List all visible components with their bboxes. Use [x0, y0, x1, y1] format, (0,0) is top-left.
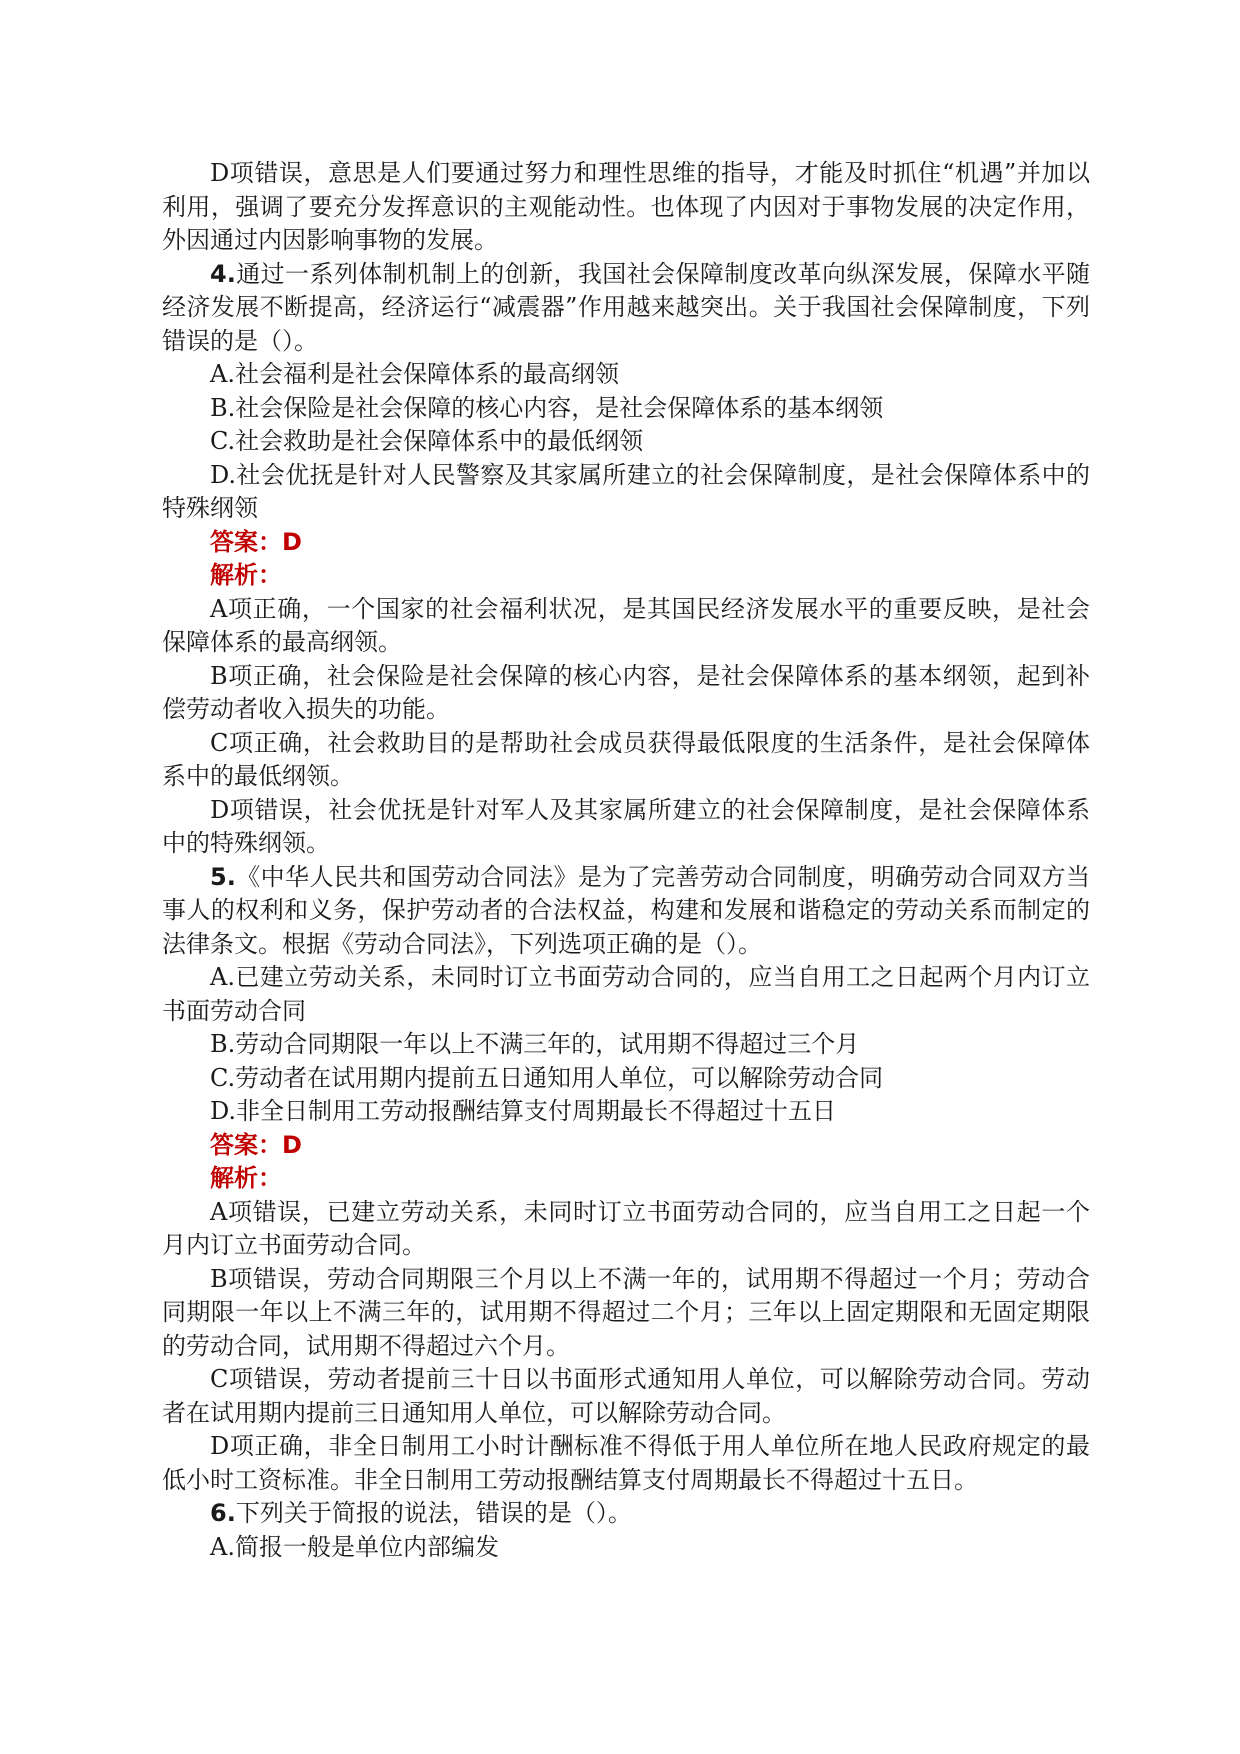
- question-number: 5.: [210, 862, 236, 891]
- analysis-b: B项错误，劳动合同期限三个月以上不满一年的，试用期不得超过一个月；劳动合同期限一年以上不满三年的，试用期不得超过二个月；三年以上固定期限和无固定期限的劳动合同，试用期不得超过六个月。: [162, 1264, 1090, 1360]
- analysis-label: 解析：: [210, 561, 282, 589]
- option-c: C.社会救助是社会保障体系中的最低纲领: [210, 427, 644, 455]
- analysis-d: D项正确，非全日制用工小时计酬标准不得低于用人单位所在地人民政府规定的最低小时工资标准。非全日制用工劳动报酬结算支付周期最长不得超过十五日。: [162, 1432, 1090, 1494]
- option-b: B.劳动合同期限一年以上不满三年的，试用期不得超过三个月: [210, 1030, 860, 1058]
- analysis-label: 解析：: [210, 1164, 282, 1192]
- analysis-d: D项错误，社会优抚是针对军人及其家属所建立的社会保障制度，是社会保障体系中的特殊纲领。: [162, 795, 1090, 857]
- option-a: A.已建立劳动关系，未同时订立书面劳动合同的，应当自用工之日起两个月内订立书面劳动合同: [162, 963, 1090, 1025]
- option-d: D.社会优抚是针对人民警察及其家属所建立的社会保障制度，是社会保障体系中的特殊纲领: [162, 460, 1090, 522]
- question-number: 4.: [210, 259, 236, 288]
- option-c: C.劳动者在试用期内提前五日通知用人单位，可以解除劳动合同: [210, 1063, 884, 1092]
- analysis-b: B项正确，社会保险是社会保障的核心内容，是社会保障体系的基本纲领，起到补偿劳动者收入损失的功能。: [162, 661, 1090, 723]
- question-text: 下列关于简报的说法，错误的是（）。: [235, 1499, 632, 1527]
- question-text: 《中华人民共和国劳动合同法》是为了完善劳动合同制度，明确劳动合同双方当事人的权利和义务，保护劳动者的合法权益，构建和发展和谐稳定的劳动关系而制定的法律条文。根据《劳动合同法》，下列选项正确的是（）。: [162, 862, 1090, 958]
- option-b: B.社会保险是社会保障的核心内容，是社会保障体系的基本纲领: [210, 393, 884, 422]
- answer-label: 答案：D: [210, 527, 302, 556]
- option-a: A.简报一般是单位内部编发: [210, 1532, 499, 1561]
- question-6: [162, 1497, 1090, 1531]
- analysis-a: A项正确，一个国家的社会福利状况，是其国民经济发展水平的重要反映，是社会保障体系的最高纲领。: [162, 594, 1090, 656]
- question-number: 6.: [210, 1499, 236, 1527]
- answer-label: 答案：D: [210, 1130, 302, 1159]
- analysis-a: A项错误，已建立劳动关系，未同时订立书面劳动合同的，应当自用工之日起一个月内订立书面劳动合同。: [162, 1197, 1090, 1259]
- question-4: [162, 258, 1090, 359]
- analysis-c: C项正确，社会救助目的是帮助社会成员获得最低限度的生活条件，是社会保障体系中的最低纲领。: [162, 728, 1090, 790]
- question-text: 通过一系列体制机制上的创新，我国社会保障制度改革向纵深发展，保障水平随经济发展不断提高，经济运行“减震器”作用越来越突出。关于我国社会保障制度，下列错误的是（）。: [162, 259, 1090, 355]
- question-5: [162, 861, 1090, 962]
- analysis-c: C项错误，劳动者提前三十日以书面形式通知用人单位，可以解除劳动合同。劳动者在试用期内提前三日通知用人单位，可以解除劳动合同。: [162, 1365, 1090, 1427]
- analysis-d-previous: D项错误，意思是人们要通过努力和理性思维的指导，才能及时抓住“机遇”并加以利用，强调了要充分发挥意识的主观能动性。也体现了内因对于事物发展的决定作用，外因通过内因影响事物的发展。: [162, 159, 1090, 254]
- option-a: A.社会福利是社会保障体系的最高纲领: [210, 360, 619, 388]
- option-d: D.非全日制用工劳动报酬结算支付周期最长不得超过十五日: [210, 1097, 837, 1125]
